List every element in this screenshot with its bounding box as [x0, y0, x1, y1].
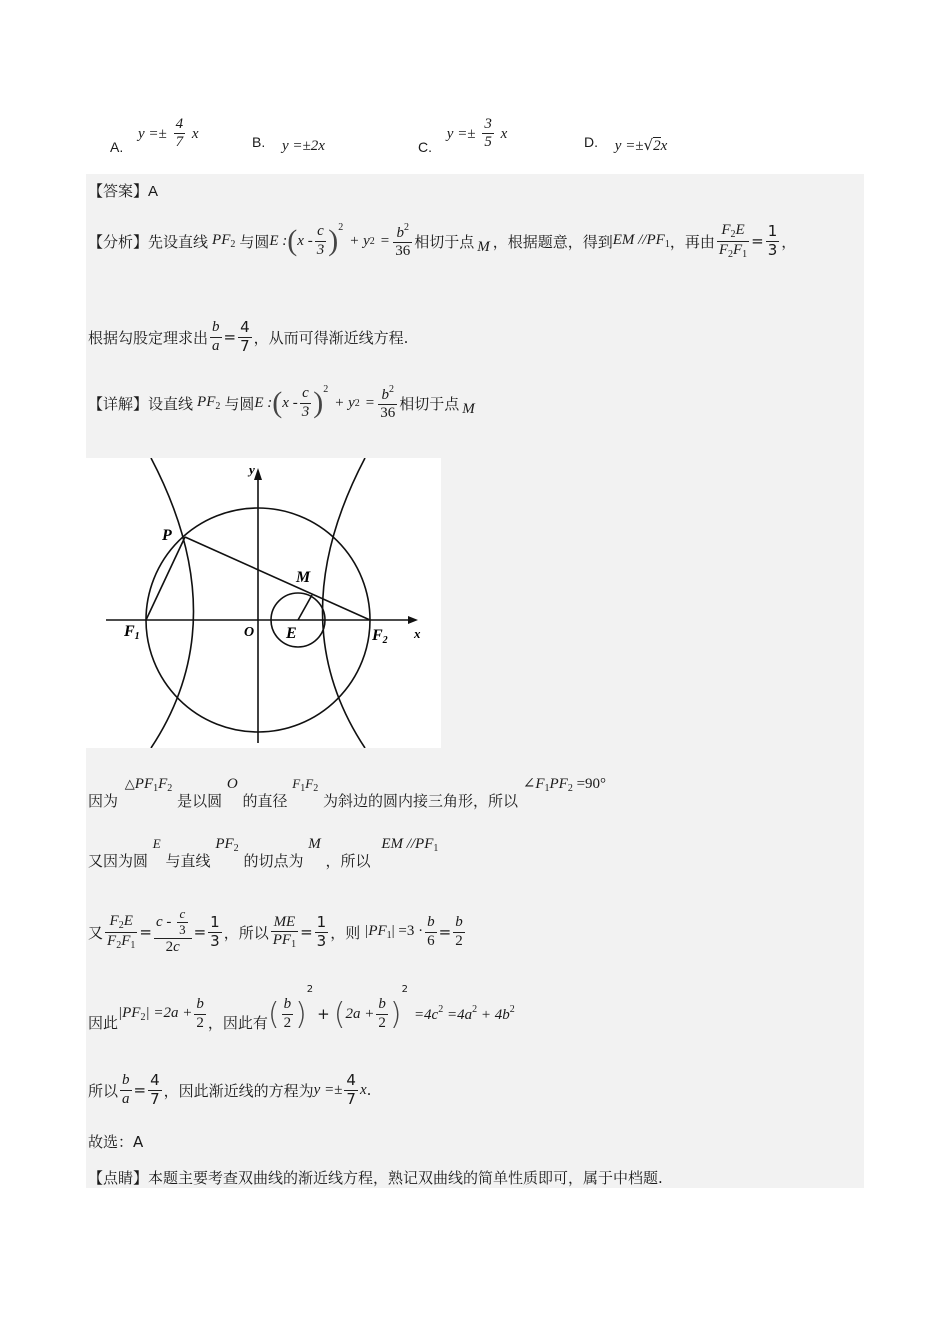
- right-paren: ): [328, 224, 339, 257]
- y-exp: 2: [369, 235, 375, 247]
- c-over-3: [315, 223, 327, 259]
- step-1: [88, 776, 606, 810]
- step3-pf1-sub: 1: [291, 938, 297, 950]
- f2e-num-sub: 2: [730, 229, 736, 240]
- option-c-prefix: y =±: [446, 125, 476, 142]
- step5-x: x: [359, 1081, 367, 1098]
- step5-period: .: [366, 1081, 372, 1099]
- analysis-em-pf1-text: EM //PF: [612, 232, 665, 248]
- segment-em: [298, 595, 312, 620]
- step1-angle-pf: PF: [549, 776, 568, 792]
- label-f2-sub: 2: [382, 635, 388, 646]
- one-third-num: 1: [767, 222, 778, 241]
- step1-pf-text: PF: [134, 776, 154, 792]
- detail-text-1: 设直线: [148, 394, 194, 413]
- b2-num-base: b: [396, 224, 404, 241]
- analysis-text-6: ，再由: [669, 232, 715, 251]
- x-axis-arrow-icon: [408, 616, 418, 624]
- left-paren: (: [287, 224, 298, 257]
- step2-m: M: [308, 836, 321, 852]
- step-6: [88, 1131, 143, 1152]
- triangle-icon: △: [124, 777, 135, 792]
- b2-num: [393, 222, 412, 243]
- four-sevenths-num: 4: [240, 318, 250, 337]
- detail-line: [88, 378, 475, 428]
- step3-inner-3: 3: [179, 922, 186, 938]
- step5-47b-den: 7: [346, 1089, 356, 1108]
- option-d-suffix: x: [660, 138, 668, 154]
- detail-b2-den: 36: [380, 405, 396, 421]
- comment-line: [88, 1167, 663, 1188]
- step2-em-pf1-sub: 1: [433, 843, 439, 854]
- step3-one-third-b: [315, 914, 329, 950]
- hyperbola-left-branch: [151, 458, 194, 748]
- square-exp: 2: [338, 221, 344, 233]
- detail-circle-e-label: E :: [254, 394, 273, 411]
- step5-47-num: 4: [150, 1071, 160, 1090]
- step5-four-sevenths-b: [344, 1072, 358, 1108]
- step2-pf2-text: PF: [215, 836, 234, 852]
- detail-text-2: 与圆: [224, 394, 255, 413]
- option-d-letter: D.: [584, 134, 598, 150]
- segment-pf1: [146, 537, 185, 620]
- step5-four-sevenths: [148, 1072, 162, 1108]
- step4-b2b-den: 2: [283, 1014, 292, 1031]
- step3-f2e-den: $F_2F_1$: [107, 932, 136, 951]
- step3-pf1: $PF_1$: [272, 931, 297, 950]
- analysis-text-3: 相切于点: [414, 232, 475, 251]
- step3-2: 2: [165, 939, 174, 956]
- analysis-text-2: 与圆: [239, 232, 270, 251]
- y-axis-arrow-icon: [254, 468, 262, 480]
- step2-text-c: 的切点为: [243, 852, 304, 870]
- label-p: P: [162, 527, 172, 544]
- detail-b2-num-exp: 2: [388, 383, 394, 395]
- segment-pf2: [185, 537, 370, 620]
- detail-b2-num-base: b: [381, 386, 389, 403]
- detail-equals: =: [365, 394, 375, 411]
- step1-text-c: 的直径: [242, 792, 288, 810]
- analysis-line2-text-b: ，从而可得渐近线方程.: [253, 328, 409, 347]
- analysis-text-1: 先设直线: [148, 232, 209, 251]
- four-sevenths: [238, 319, 252, 355]
- step4-text-a: 因此: [88, 1013, 119, 1032]
- analysis-em-pf1: [613, 232, 670, 250]
- f2e-den-sub1: 1: [742, 248, 748, 260]
- option-c-num: 3: [482, 116, 494, 134]
- step1-pf-sub1: 1: [153, 783, 159, 794]
- b2-den: 36: [395, 243, 411, 259]
- step3-b-over-6: [425, 914, 437, 950]
- detail-c-den: 3: [301, 403, 310, 420]
- label-m: M: [296, 569, 311, 586]
- step4-paren-2-open: (: [333, 996, 346, 1032]
- step4-paren-1-open: (: [267, 996, 280, 1032]
- step3-abs-pf1-tail: | =3 ·: [391, 923, 424, 939]
- step5-ba-num: b: [120, 1072, 132, 1090]
- step3-abs-pf1-sub: 1: [386, 930, 392, 941]
- step4-b-over-2: [194, 996, 206, 1032]
- x-minus: x -: [297, 232, 313, 249]
- option-d-prefix: y =±: [614, 138, 644, 154]
- step3-eq-1: =: [139, 923, 152, 941]
- step4-sq-2: 2: [401, 984, 408, 995]
- step2-text-a: 又因为圆: [88, 852, 149, 870]
- step3-f2e-num: $F_2E$: [105, 913, 137, 933]
- step5-y-eq: y =±: [313, 1081, 343, 1098]
- f2e-num-f: F: [721, 222, 731, 238]
- option-a-suffix: x: [191, 125, 199, 142]
- c-num: c: [315, 223, 327, 241]
- step3-one-third-b-den: 3: [316, 931, 327, 950]
- step3-text-c: ，则: [330, 923, 361, 942]
- step5-text-b: ，因此渐近线的方程为: [163, 1081, 314, 1100]
- step3-b2-den: 2: [455, 932, 463, 949]
- detail-tag: 【详解】: [88, 394, 149, 413]
- step1-o: O: [226, 776, 238, 792]
- step2-em-pf1-text: EM //PF: [381, 836, 434, 852]
- option-b-letter: B.: [252, 134, 266, 150]
- step4-b2c-num: b: [376, 996, 388, 1014]
- step3-cc-num: c - $\frac{c}{3}$: [154, 907, 192, 939]
- step5-ba-den: a: [122, 1090, 130, 1107]
- step4-4c: =4c: [413, 1007, 439, 1023]
- option-c-fraction: [482, 116, 494, 152]
- step4-b2-num: b: [194, 996, 206, 1014]
- step5-47-den: 7: [150, 1089, 160, 1108]
- step-4: [88, 984, 515, 1044]
- step3-text-b: ，所以: [223, 923, 269, 942]
- step1-angle-value: =90°: [576, 776, 607, 792]
- comment-tag: 【点睛】: [88, 1169, 149, 1187]
- ratio-equals: =: [751, 232, 764, 250]
- step3-eq-2: =: [193, 923, 207, 941]
- hyperbola-right-branch: [323, 458, 366, 748]
- detail-pf2-text: PF: [197, 394, 216, 410]
- analysis-tag: 【分析】: [88, 232, 149, 251]
- detail-plus-y: + y: [334, 394, 355, 411]
- b-over-a-den: a: [212, 337, 220, 354]
- one-third: [766, 223, 780, 259]
- step3-f2e-f2f1: [105, 913, 137, 951]
- ba-equals: =: [223, 328, 237, 346]
- step3-eq-4: =: [438, 923, 452, 941]
- step-5: [88, 1068, 371, 1112]
- detail-c-num: c: [300, 385, 312, 403]
- detail-square-exp: 2: [323, 383, 329, 395]
- step4-abs-pf2-sub: 2: [140, 1012, 146, 1023]
- step3-abs-pf1-text: |PF: [364, 923, 387, 939]
- f2e-den-f: F: [718, 241, 728, 258]
- detail-right-paren: ): [313, 386, 324, 419]
- step1-pf1f2: [135, 776, 173, 792]
- f2e-num-e: E: [735, 222, 745, 238]
- step3-eq-3: =: [300, 923, 313, 941]
- option-d: [584, 133, 667, 152]
- step5-eq: =: [133, 1081, 147, 1099]
- step3-me: ME: [271, 914, 298, 932]
- c-den: 3: [316, 241, 325, 258]
- label-f1-letter: F: [124, 623, 135, 640]
- detail-pf2-sub: 2: [215, 401, 221, 412]
- detail-left-paren: (: [272, 386, 283, 419]
- detail-c-over-3: [300, 385, 312, 421]
- step3-one-third: [208, 914, 222, 950]
- step2-text-d: ，所以: [325, 852, 371, 870]
- step3-b6-den: 6: [427, 932, 435, 949]
- step4-text-d: ，因此有: [207, 1013, 268, 1032]
- analysis-line2-text-a: 根据勾股定理求出: [88, 328, 209, 347]
- four-sevenths-den: 7: [240, 336, 250, 355]
- option-c-suffix: x: [500, 125, 508, 142]
- step3-f2e-den-sub2: 2: [116, 939, 122, 951]
- step2-pf2-sub: 2: [233, 843, 239, 854]
- step2-pf2: [215, 836, 238, 852]
- step4-b2c-den: 2: [378, 1014, 386, 1031]
- step3-one-third-den: 3: [210, 931, 220, 950]
- option-a-den: 7: [175, 134, 184, 151]
- label-f2-letter: F: [372, 627, 383, 644]
- step1-text-a: 因为: [88, 792, 119, 810]
- step1-angle-sub2: 2: [567, 783, 573, 794]
- answer-line: [88, 180, 158, 201]
- f2e-den-sub2: 2: [728, 248, 733, 260]
- step4-4b-exp: 2: [509, 1004, 515, 1015]
- option-a-letter: A.: [110, 138, 124, 155]
- step5-text-a: 所以: [88, 1081, 119, 1100]
- analysis-pf2: [212, 232, 235, 250]
- step3-f2e-den-sub1: 1: [130, 939, 136, 951]
- label-f2: [371, 627, 388, 646]
- label-f1-sub: 1: [134, 631, 140, 642]
- step2-text-b: 与直线: [165, 852, 211, 870]
- x-axis-label: x: [414, 626, 421, 641]
- option-c: [418, 116, 508, 155]
- step2-em-pf1: [381, 836, 438, 852]
- label-f1: [123, 623, 140, 642]
- step3-inner-c3: [177, 907, 188, 938]
- step3-f2e-num-sub: 2: [118, 920, 124, 931]
- answer-tag: 【答案】: [88, 182, 149, 200]
- step3-one-third-num: 1: [210, 913, 220, 932]
- analysis-pf2-text: PF: [212, 232, 231, 248]
- step4-4a: =4a: [446, 1007, 473, 1023]
- detail-b2-over-36: [378, 384, 397, 423]
- step1-angle-sub1: 1: [544, 783, 550, 794]
- step3-b6-num: b: [425, 914, 437, 932]
- step3-one-third-b-num: 1: [316, 913, 327, 932]
- step4-4c-exp: 2: [438, 1004, 444, 1015]
- detail-b2-num: [378, 384, 397, 405]
- step3-text-a: 又: [88, 923, 104, 942]
- option-c-letter: C.: [418, 138, 432, 155]
- b2-over-36: [393, 222, 412, 261]
- step1-f2-sub: 2: [313, 783, 319, 794]
- step4-paren-1-close: ): [295, 996, 307, 1032]
- analysis-pf2-sub: 2: [230, 239, 236, 250]
- step3-cc-den: 2c: [165, 939, 180, 956]
- step3-abs-pf1: [364, 923, 423, 941]
- step1-f-sub2: 2: [167, 783, 173, 794]
- step4-plus: +: [317, 1005, 330, 1023]
- analysis-circle-eq: [269, 222, 414, 261]
- step1-f-text: F: [158, 776, 168, 792]
- label-e: E: [286, 625, 297, 642]
- step-2: [88, 836, 438, 870]
- step1-text-b: 是以圆: [177, 792, 223, 810]
- detail-pf2: [197, 394, 220, 412]
- option-b-expr: y =±2x: [282, 138, 325, 154]
- step4-abs-pf2-tail: | =2a +: [145, 1005, 193, 1021]
- step3-b2-num: b: [453, 914, 465, 932]
- step4-paren-2-close: ): [389, 996, 402, 1032]
- step3-inner-c: c: [177, 907, 188, 923]
- sqrt-symbol: √: [643, 136, 654, 154]
- step3-c-minus-c3-over-2c: [154, 907, 192, 956]
- detail-circle-eq: [254, 384, 399, 423]
- step1-f1-letter: F: [292, 776, 301, 791]
- step5-47b-num: 4: [346, 1071, 356, 1090]
- hyperbola-diagram: [86, 458, 441, 748]
- analysis-em-pf1-sub: 1: [664, 239, 670, 250]
- one-third-den: 3: [767, 240, 778, 259]
- comment-text: 本题主要考查双曲线的渐近线方程，熟记双曲线的简单性质即可，属于中档题.: [148, 1169, 663, 1187]
- step4-b-over-2-c: [376, 996, 388, 1032]
- step4-sq-1: 2: [306, 984, 314, 995]
- step4-4a-exp: 2: [472, 1004, 478, 1015]
- detail-text-3: 相切于点: [399, 394, 460, 413]
- option-b: [252, 133, 325, 152]
- step3-me-pf1: [271, 914, 298, 951]
- step1-angle-f: ∠F: [522, 776, 545, 792]
- step4-b-over-2-b: [282, 996, 294, 1032]
- f2e-num: [717, 222, 749, 242]
- detail-point-m: M: [462, 400, 475, 417]
- analysis-text-7: ，: [781, 232, 797, 251]
- step4-b2-den: 2: [196, 1014, 204, 1031]
- option-a-fraction: [174, 116, 186, 152]
- option-d-root: 2: [653, 138, 661, 154]
- label-o: O: [244, 625, 255, 640]
- detail-x-minus: x -: [282, 394, 298, 411]
- b-over-a-num: b: [210, 319, 222, 337]
- step2-e: E: [152, 836, 161, 851]
- step6-text: 故选：A: [88, 1133, 144, 1151]
- answer-value: A: [148, 183, 159, 200]
- detail-y-exp: 2: [354, 397, 360, 409]
- step1-angle: [523, 776, 606, 792]
- option-c-den: 5: [484, 134, 492, 151]
- f2e-over-f2f1: [717, 222, 749, 260]
- step3-b-over-2: [453, 914, 465, 950]
- step4-tail: [414, 1004, 515, 1024]
- step5-b-over-a: [120, 1072, 132, 1108]
- analysis-text-4: ，根据题意，得到: [492, 232, 613, 251]
- equals: =: [380, 232, 390, 249]
- step4-b2b-num: b: [282, 996, 294, 1014]
- analysis-line-1: [88, 216, 796, 266]
- option-a-num: 4: [174, 116, 186, 134]
- step4-abs-pf2-text: |PF: [118, 1005, 141, 1021]
- b2-num-exp: 2: [403, 221, 409, 233]
- option-a: [110, 116, 199, 155]
- step1-f1-sub: 1: [300, 783, 306, 794]
- point-m: M: [477, 238, 490, 255]
- option-a-prefix: y =±: [138, 125, 167, 142]
- y-axis-label: y: [249, 462, 255, 477]
- step4-2a-plus: 2a +: [345, 1005, 375, 1022]
- step-3: [88, 902, 467, 962]
- analysis-line-2: [88, 314, 408, 360]
- step1-text-d: 为斜边的圆内接三角形，所以: [322, 792, 518, 810]
- step1-f2-letter: F: [305, 776, 314, 791]
- f2e-den: [717, 242, 749, 261]
- circle-e-label: E :: [269, 232, 288, 249]
- step4-4b: + 4b: [480, 1007, 510, 1023]
- f2e-den-f1: F: [733, 241, 743, 258]
- b-over-a: [210, 319, 222, 355]
- step4-abs-pf2: [118, 1005, 192, 1023]
- plus-y: + y: [349, 232, 370, 249]
- step1-f1f2: [292, 776, 319, 794]
- hyperbola-figure: [86, 458, 441, 748]
